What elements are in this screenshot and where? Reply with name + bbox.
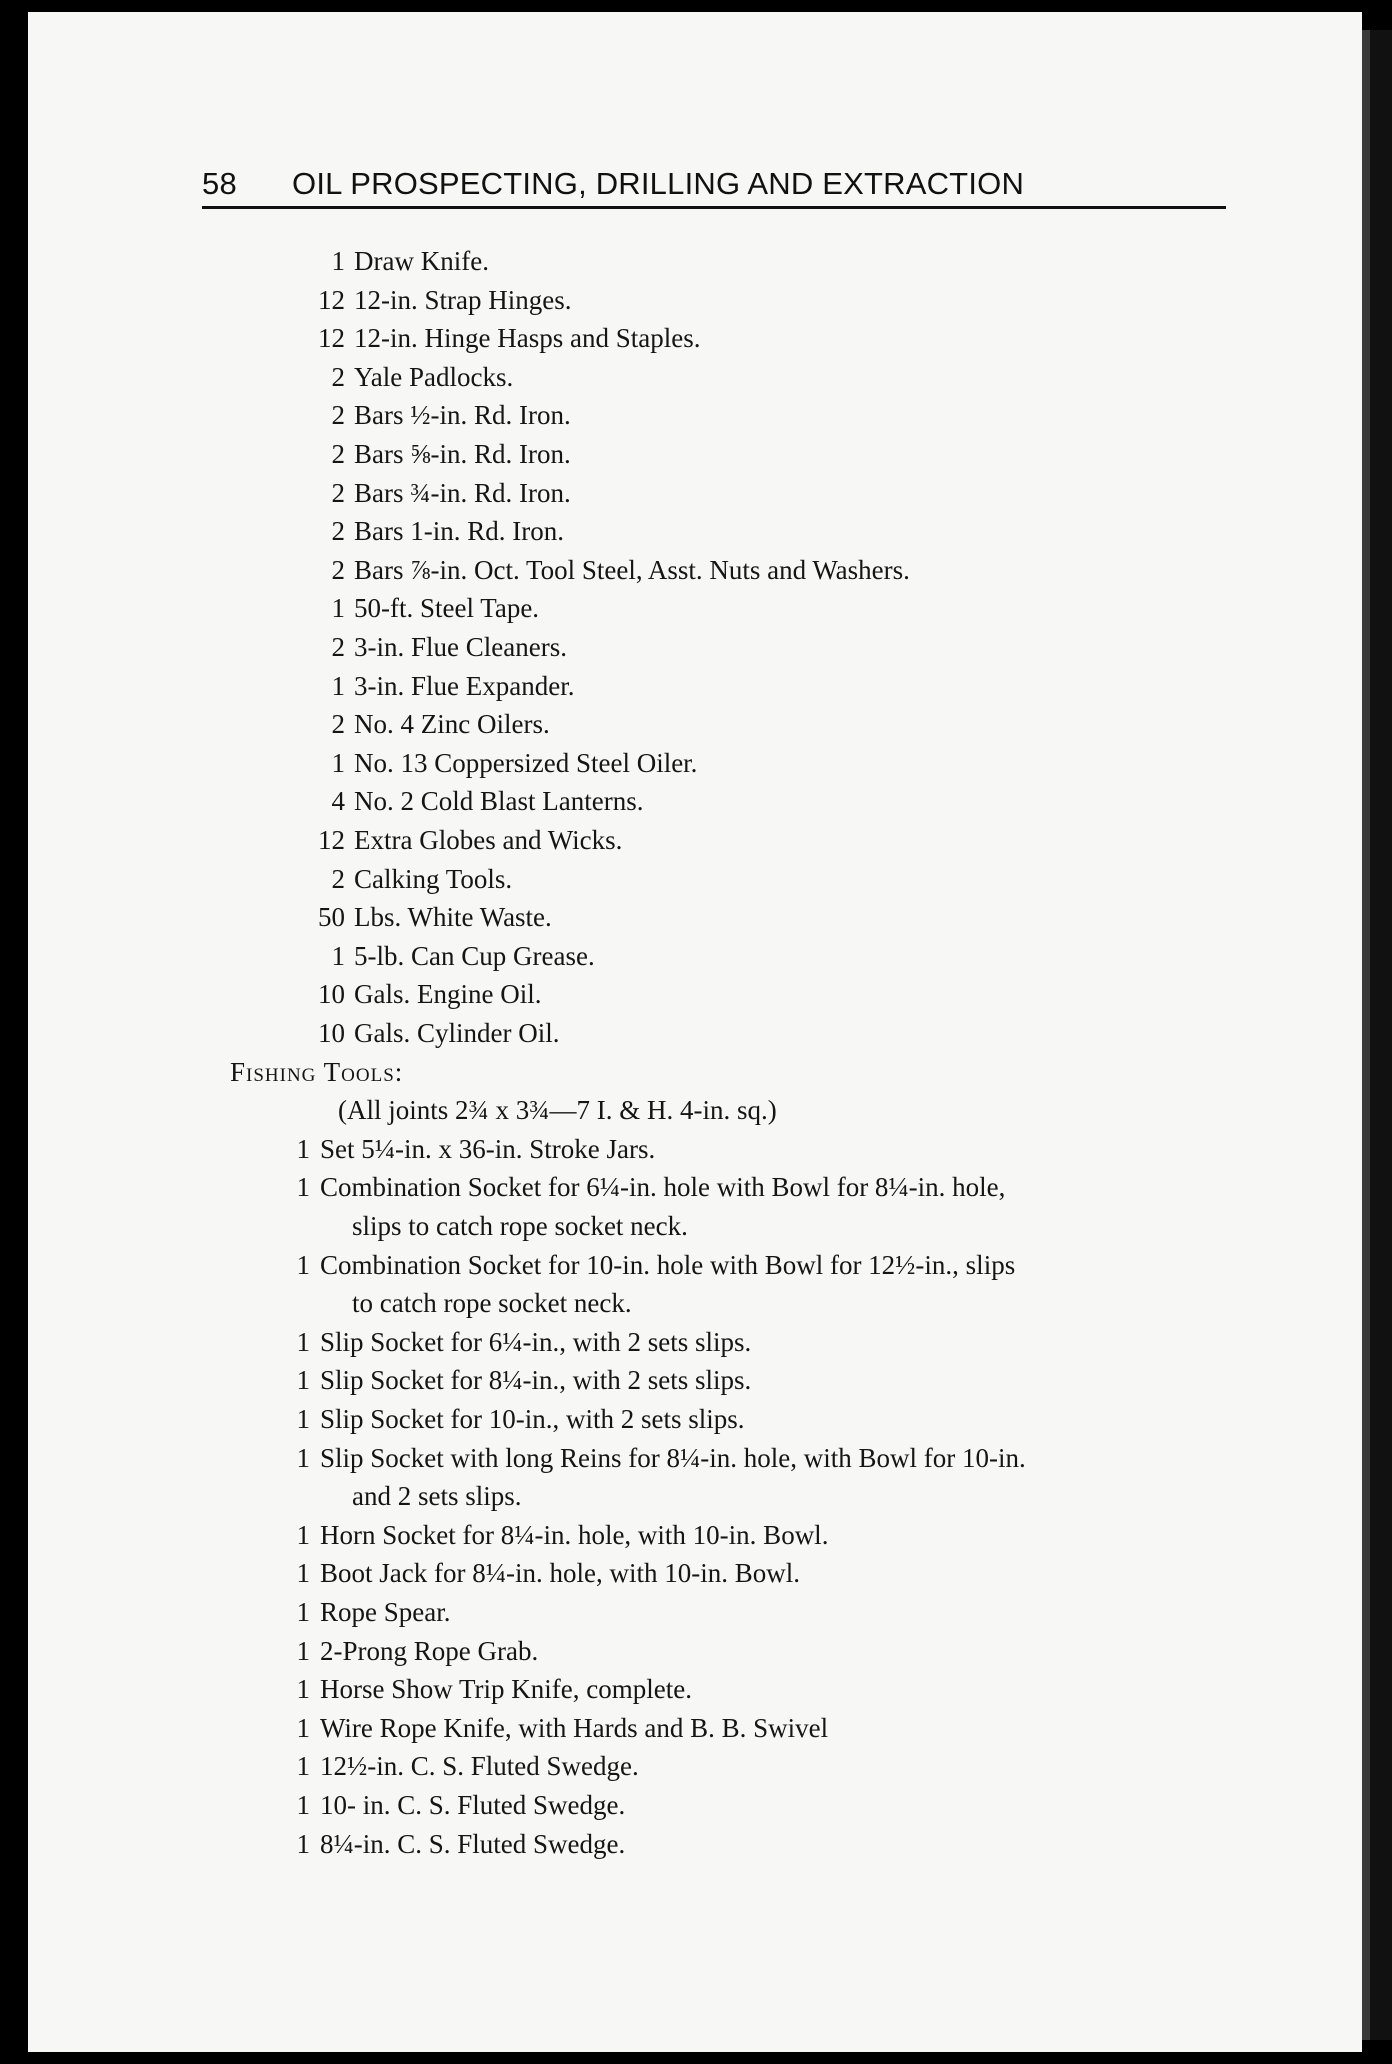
item-quantity: 4 bbox=[331, 786, 345, 817]
list-item bbox=[0, 1747, 1300, 1785]
section-heading bbox=[0, 1053, 1300, 1091]
item-quantity: 1 bbox=[296, 1712, 310, 1743]
item-quantity: 12 bbox=[318, 825, 345, 855]
item-description: Rope Spear. bbox=[320, 1597, 451, 1627]
item-description: Horn Socket for 8¼-in. hole, with 10-in. Bowl. bbox=[320, 1519, 829, 1550]
fishing-tools-heading: Fishing Tools: bbox=[230, 1056, 404, 1087]
item-description: Extra Globes and Wicks. bbox=[354, 825, 623, 855]
item-description: 12½-in. C. S. Fluted Swedge. bbox=[320, 1751, 639, 1782]
item-description: 3-in. Flue Cleaners. bbox=[354, 632, 567, 662]
list-item bbox=[0, 782, 1300, 820]
list-item bbox=[0, 975, 1300, 1013]
item-quantity: 1 bbox=[331, 593, 345, 624]
item-quantity: 1 bbox=[296, 1790, 310, 1820]
section-note bbox=[0, 1091, 1300, 1129]
item-description: Bars ⅞-in. Oct. Tool Steel, Asst. Nuts and Washers. bbox=[354, 554, 910, 585]
item-description: Slip Socket for 6¼-in., with 2 sets slips. bbox=[320, 1326, 752, 1357]
item-description: No. 2 Cold Blast Lanterns. bbox=[354, 786, 644, 817]
item-quantity: 1 bbox=[296, 1249, 310, 1280]
item-quantity: 1 bbox=[296, 1326, 310, 1357]
item-description: 8¼-in. C. S. Fluted Swedge. bbox=[320, 1828, 626, 1859]
list-item bbox=[0, 1400, 1300, 1438]
item-quantity: 1 bbox=[296, 1597, 310, 1627]
item-description: 10- in. C. S. Fluted Swedge. bbox=[320, 1790, 626, 1820]
list-item bbox=[0, 1361, 1300, 1399]
item-quantity: 1 bbox=[296, 1365, 310, 1396]
item-quantity: 12 bbox=[318, 284, 345, 315]
item-description: Wire Rope Knife, with Hards and B. B. Swivel bbox=[320, 1712, 829, 1743]
item-quantity: 1 bbox=[331, 670, 345, 701]
item-quantity: 1 bbox=[296, 1558, 310, 1589]
list-item bbox=[0, 1246, 1300, 1284]
list-item bbox=[0, 1168, 1300, 1206]
item-quantity: 1 bbox=[296, 1635, 310, 1666]
list-item bbox=[0, 396, 1300, 434]
item-description: Bars ½-in. Rd. Iron. bbox=[354, 400, 571, 431]
item-quantity: 1 bbox=[296, 1442, 310, 1473]
list-item bbox=[0, 1709, 1300, 1747]
list-item-continuation bbox=[0, 1207, 1300, 1245]
item-quantity: 1 bbox=[331, 747, 345, 778]
item-description: Boot Jack for 8¼-in. hole, with 10-in. Bowl. bbox=[320, 1558, 800, 1589]
list-item bbox=[0, 551, 1300, 589]
list-item bbox=[0, 1323, 1300, 1361]
item-description: 3-in. Flue Expander. bbox=[354, 670, 575, 701]
list-item bbox=[0, 628, 1300, 666]
item-description: Lbs. White Waste. bbox=[354, 902, 552, 933]
item-quantity: 10 bbox=[318, 979, 345, 1010]
list-item bbox=[0, 705, 1300, 743]
running-header bbox=[202, 160, 1226, 206]
item-quantity: 1 bbox=[331, 940, 345, 971]
list-item bbox=[0, 667, 1300, 705]
joint-size-note: (All joints 2¾ x 3¾—7 I. & H. 4-in. sq.) bbox=[338, 1095, 777, 1126]
item-description: slips to catch rope socket neck. bbox=[352, 1211, 688, 1241]
item-quantity: 2 bbox=[331, 863, 345, 894]
list-item bbox=[0, 512, 1300, 550]
list-item bbox=[0, 1516, 1300, 1554]
item-quantity: 12 bbox=[318, 323, 345, 354]
item-description: Combination Socket for 10-in. hole with Bowl for 12½-in., slips bbox=[320, 1249, 1016, 1280]
item-description: No. 13 Coppersized Steel Oiler. bbox=[354, 747, 698, 778]
item-description: to catch rope socket neck. bbox=[352, 1288, 632, 1319]
item-quantity: 1 bbox=[296, 1674, 310, 1705]
item-description: Bars ¾-in. Rd. Iron. bbox=[354, 477, 571, 508]
list-item-continuation bbox=[0, 1284, 1300, 1322]
item-description: Slip Socket for 8¼-in., with 2 sets slips. bbox=[320, 1365, 752, 1396]
item-quantity: 50 bbox=[318, 902, 345, 933]
item-description: No. 4 Zinc Oilers. bbox=[354, 709, 550, 740]
item-description: Gals. Engine Oil. bbox=[354, 979, 542, 1010]
book-spine-shadow bbox=[1362, 30, 1370, 2040]
item-description: 5-lb. Can Cup Grease. bbox=[354, 940, 595, 971]
item-description: Set 5¼-in. x 36-in. Stroke Jars. bbox=[320, 1133, 656, 1164]
list-item bbox=[0, 1786, 1300, 1824]
list-item bbox=[0, 1670, 1300, 1708]
list-item bbox=[0, 898, 1300, 936]
running-title: OIL PROSPECTING, DRILLING AND EXTRACTION bbox=[292, 166, 1025, 201]
item-quantity: 2 bbox=[331, 709, 345, 740]
item-description: 50-ft. Steel Tape. bbox=[354, 593, 540, 624]
list-item bbox=[0, 1014, 1300, 1052]
item-quantity: 2 bbox=[331, 632, 345, 662]
item-quantity: 2 bbox=[331, 361, 345, 392]
list-item-continuation bbox=[0, 1477, 1300, 1515]
item-description: Gals. Cylinder Oil. bbox=[354, 1018, 560, 1048]
item-quantity: 1 bbox=[296, 1751, 310, 1782]
item-quantity: 1 bbox=[296, 1404, 310, 1434]
item-quantity: 1 bbox=[296, 1172, 310, 1203]
item-description: Draw Knife. bbox=[354, 246, 489, 276]
list-item bbox=[0, 358, 1300, 396]
page-number: 58 bbox=[202, 166, 237, 201]
item-description: and 2 sets slips. bbox=[352, 1481, 522, 1512]
item-description: 12-in. Hinge Hasps and Staples. bbox=[354, 323, 701, 354]
list-item bbox=[0, 1554, 1300, 1592]
list-item bbox=[0, 242, 1300, 280]
list-item bbox=[0, 281, 1300, 319]
list-item bbox=[0, 1593, 1300, 1631]
list-item bbox=[0, 860, 1300, 898]
item-description: Bars 1-in. Rd. Iron. bbox=[354, 516, 564, 547]
item-description: Slip Socket for 10-in., with 2 sets slips. bbox=[320, 1404, 745, 1434]
item-quantity: 2 bbox=[331, 477, 345, 508]
item-quantity: 2 bbox=[331, 554, 345, 585]
list-item bbox=[0, 474, 1300, 512]
item-quantity: 1 bbox=[296, 1828, 310, 1859]
item-quantity: 1 bbox=[296, 1519, 310, 1550]
item-quantity: 1 bbox=[296, 1133, 310, 1164]
list-item bbox=[0, 744, 1300, 782]
item-description: 12-in. Strap Hinges. bbox=[354, 284, 572, 315]
list-item bbox=[0, 937, 1300, 975]
list-item bbox=[0, 1632, 1300, 1670]
item-description: Horse Show Trip Knife, complete. bbox=[320, 1674, 692, 1705]
item-description: Calking Tools. bbox=[354, 863, 513, 894]
item-quantity: 2 bbox=[331, 400, 345, 431]
list-item bbox=[0, 589, 1300, 627]
header-rule bbox=[202, 206, 1226, 209]
item-quantity: 2 bbox=[331, 516, 345, 547]
list-item bbox=[0, 1130, 1300, 1168]
item-description: Yale Padlocks. bbox=[354, 361, 514, 392]
list-item bbox=[0, 435, 1300, 473]
list-item bbox=[0, 319, 1300, 357]
item-description: Bars ⅝-in. Rd. Iron. bbox=[354, 439, 571, 469]
item-description: Combination Socket for 6¼-in. hole with Bowl for 8¼-in. hole, bbox=[320, 1172, 1006, 1203]
list-item bbox=[0, 1825, 1300, 1863]
item-description: 2-Prong Rope Grab. bbox=[320, 1635, 539, 1666]
item-quantity: 10 bbox=[318, 1018, 345, 1048]
list-item bbox=[0, 1439, 1300, 1477]
item-description: Slip Socket with long Reins for 8¼-in. hole, with Bowl for 10-in. bbox=[320, 1442, 1026, 1473]
list-item bbox=[0, 821, 1300, 859]
item-quantity: 1 bbox=[331, 246, 345, 276]
item-quantity: 2 bbox=[331, 439, 345, 469]
